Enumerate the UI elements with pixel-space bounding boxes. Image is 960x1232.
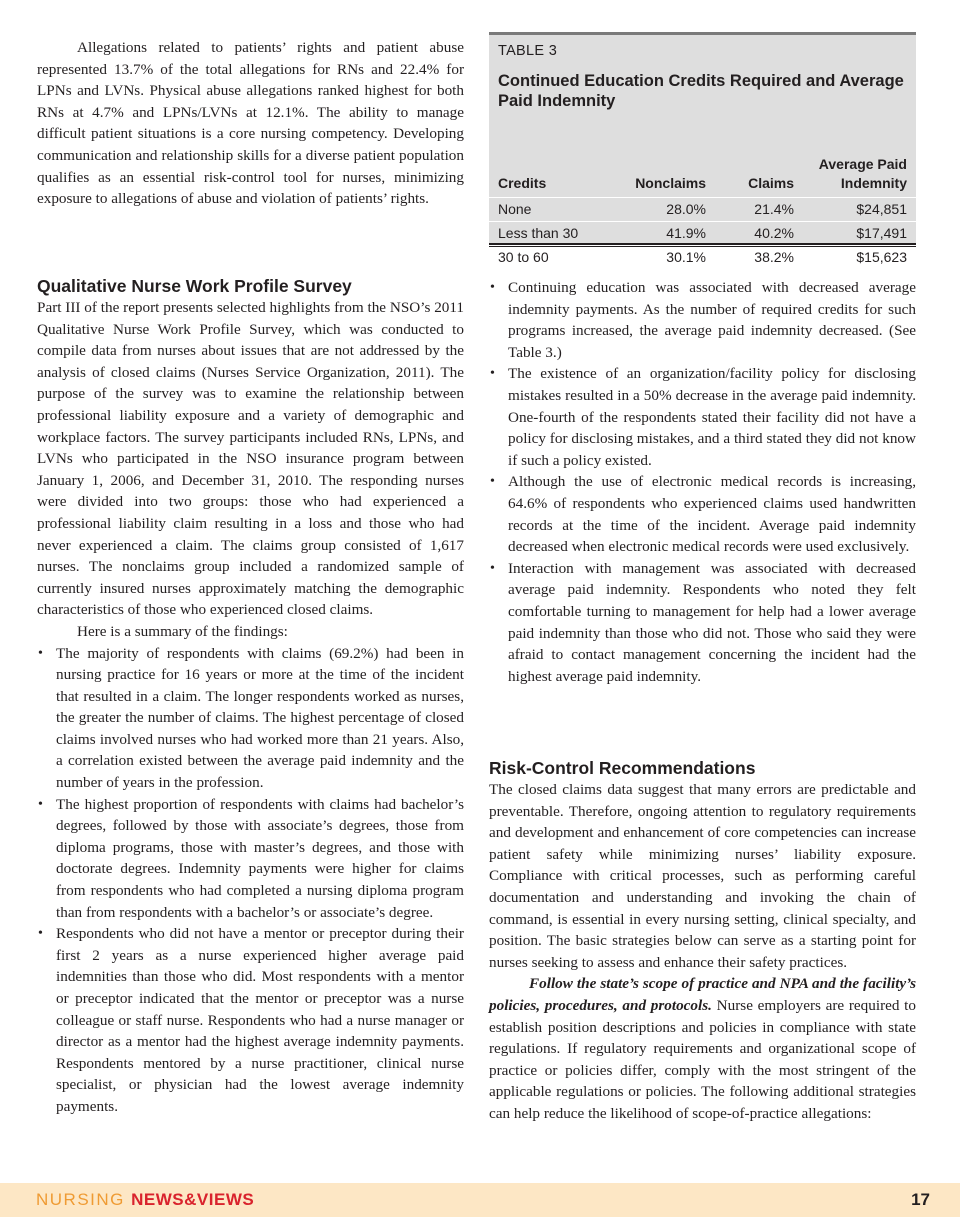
cell-claims: 38.2% xyxy=(715,246,803,270)
survey-heading: Qualitative Nurse Work Profile Survey xyxy=(37,276,352,296)
risk-paragraph: The closed claims data suggest that many errors are predictable and preventable. Therefore, ongoing attention to regulatory requirements and development and enhancement of core competencies can increase patient safety while minimizing nurses’ liability exposure. Compliance with critical processes, such as performing careful documentation and understanding and invoking the chain of command, is essential in every nursing setting, clinical specialty, and position. The basic strategies below can serve as a starting point for nurses seeking to assess and enhance their safety practices. xyxy=(489,781,916,971)
risk-heading: Risk-Control Recommendations xyxy=(489,758,756,778)
follow-text: Nurse employers are required to establish position descriptions and policies in compliance with state regulations. If regulatory requirements and organizational scope of practice or policies differ, comply with the most stringent of the applicable regulations or policies. The following additional strategies can help reduce the likelihood of scope-of-practice allegations: xyxy=(489,996,916,1122)
survey-paragraph: Part III of the report presents selected highlights from the NSO’s 2011 Qualitative Nurse Work Profile Survey, which was conducted to compile data from nurses about issues that are not addressed by the analysis of closed claims (Nurses Service Organization, 2011). The purpose of the survey was to examine the relationship between professional liability exposure and a variety of demographic and workplace factors. The survey participants included RNs, LPNs, and LVNs who participated in the NSO insurance program between January 1, 2006, and December 31, 2010. The responding nurses were divided into two groups: those who had experienced a professional liability claim resulting in a loss and those who had never experienced a claim. The claims group consisted of 1,617 nurses. The nonclaims group included a randomized sample of currently insured nurses approximately matching the demographic characteristics of those who experienced closed claims. xyxy=(37,299,464,619)
list-item: • Respondents who did not have a mentor or preceptor during their first 2 years as a nurse experienced higher average paid indemnities than those who did. Most respondents with a mentor or preceptor indicated that the mentor or preceptor was a nurse colleague or staff nurse. Respondents who had a nurse manager or director as a mentor had the highest average indemnity payments. Respondents mentored by a nurse practitioner, clinical nurse specialist, or physician had the lowest average indemnity payments. xyxy=(37,923,464,1117)
header-indemnity xyxy=(803,155,916,198)
header-nonclaims: Nonclaims xyxy=(635,175,706,191)
follow-paragraph xyxy=(489,973,916,1124)
list-item: • The highest proportion of respondents with claims had bachelor’s degrees, followed by those with associate’s degrees, those from diploma programs, those with master’s degrees, and those with doctorate degrees. Indemnity payments were higher for claims from respondents who had completed a nursing diploma program than from respondents with a bachelor’s or associate’s degree. xyxy=(37,794,464,924)
cell-nonclaims: 28.0% xyxy=(607,198,715,222)
header-claims: Claims xyxy=(748,175,794,191)
table-row xyxy=(489,222,916,246)
cell-credits: Less than 30 xyxy=(489,222,607,246)
footer-bar xyxy=(0,1183,960,1217)
brand-news-views: NEWS&VIEWS xyxy=(131,1190,255,1209)
right-findings-block xyxy=(489,277,916,687)
list-item: • Continuing education was associated with decreased average indemnity payments. As the number of required credits for such programs increased, the average paid indemnity decreased. (See Table 3.) xyxy=(489,277,916,363)
summary-intro: Here is a summary of the findings: xyxy=(77,622,288,640)
left-intro-block xyxy=(37,37,464,210)
brand-nursing: NURSING xyxy=(36,1190,125,1209)
header-indemnity-line1: Average Paid xyxy=(818,156,907,172)
list-item: • Interaction with management was associated with decreased average paid indemnity. Respondents who noted they felt comfortable turning to management for help had a lower average paid indemnity than those who did not. Those who said they were afraid to contact management concerning the incident had the highest average paid indemnity. xyxy=(489,558,916,688)
list-item: • Although the use of electronic medical records is increasing, 64.6% of respondents who experienced claims used handwritten records at the time of the incident. Average paid indemnity decreased when electronic medical records were used exclusively. xyxy=(489,471,916,557)
cell-indemnity: $24,851 xyxy=(803,198,916,222)
right-findings-list xyxy=(489,277,916,687)
cell-claims: 21.4% xyxy=(715,198,803,222)
header-credits: Credits xyxy=(498,175,547,191)
table-header-row xyxy=(489,155,916,198)
table-title: Continued Education Credits Required and Average Paid Indemnity xyxy=(498,72,904,110)
table-data xyxy=(489,155,916,269)
footer-brand xyxy=(36,1190,254,1210)
cell-credits: 30 to 60 xyxy=(489,246,607,270)
table-row xyxy=(489,198,916,222)
header-indemnity-line2: Indemnity xyxy=(840,175,907,191)
page-number: 17 xyxy=(911,1190,930,1209)
cell-indemnity: $17,491 xyxy=(803,222,916,246)
left-survey-block xyxy=(37,275,464,1118)
cell-credits: None xyxy=(489,198,607,222)
table-kicker: TABLE 3 xyxy=(498,43,558,59)
table-row xyxy=(489,246,916,270)
intro-paragraph: Allegations related to patients’ rights and patient abuse represented 13.7% of the total allegations for RNs and 22.4% for LPNs and LVNs. Physical abuse allegations ranked highest for both RNs at 4.7% and LPNs/LVNs at 12.1%. The ability to manage difficult patient situations is a core nursing competency. Developing communication and relationship skills for a diverse patient population qualifies as an essential risk-control tool for nurses, minimizing exposure to allegations of abuse and violation of patients’ rights. xyxy=(37,39,464,208)
cell-claims: 40.2% xyxy=(715,222,803,246)
follow-lead: Follow the state’s scope of practice and NPA and the facility’s policies, procedures, and protocols. xyxy=(489,975,916,1014)
cell-nonclaims: 30.1% xyxy=(607,246,715,270)
cell-indemnity: $15,623 xyxy=(803,246,916,270)
left-findings-list xyxy=(37,643,464,1118)
list-item: • The majority of respondents with claims (69.2%) had been in nursing practice for 16 years or more at the time of the incident that resulted in a claim. The longer respondents worked as nurses, the greater the number of claims. The highest percentage of closed claims involved nurses who had worked more than 21 years. Also, a correlation existed between the average paid indemnity and the number of years in the profession. xyxy=(37,643,464,794)
right-risk-block xyxy=(489,757,916,1125)
cell-nonclaims: 41.9% xyxy=(607,222,715,246)
list-item: • The existence of an organization/facility policy for disclosing mistakes resulted in a 50% decrease in the average paid indemnity. One-fourth of the respondents stated their facility did not have a policy for disclosing mistakes, and a third stated they did not know if such a policy existed. xyxy=(489,363,916,471)
table-3 xyxy=(489,32,916,265)
